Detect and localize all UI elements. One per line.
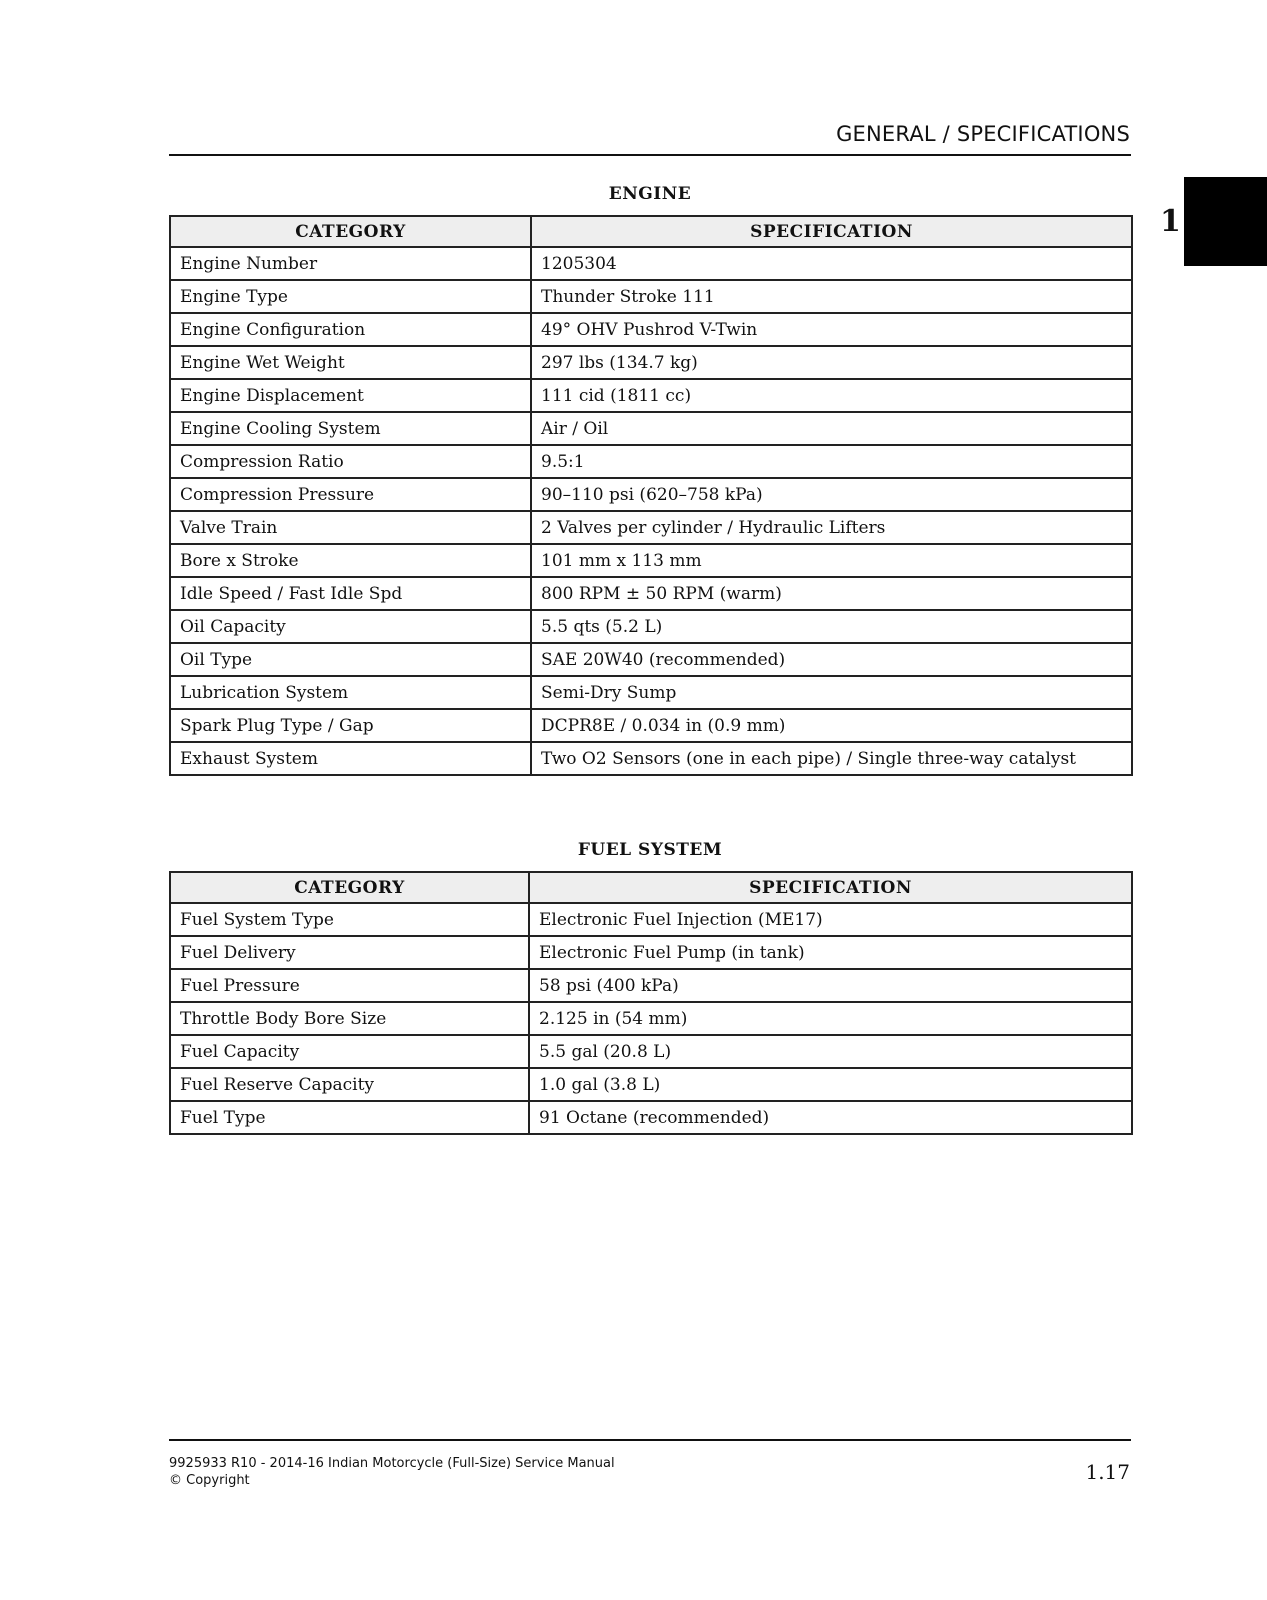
- table-row: [170, 511, 1132, 544]
- table-row: [170, 379, 1132, 412]
- specification-cell: 5.5 gal (20.8 L): [529, 1035, 1132, 1068]
- specification-cell: Thunder Stroke 111: [531, 280, 1132, 313]
- chapter-number: 1: [1160, 204, 1181, 239]
- table-row: [170, 969, 1132, 1002]
- category-cell: Engine Cooling System: [170, 412, 531, 445]
- chapter-tab-marker: [1184, 177, 1267, 266]
- specification-cell: 91 Octane (recommended): [529, 1101, 1132, 1134]
- header-divider: [169, 154, 1131, 156]
- specification-column-header: SPECIFICATION: [529, 872, 1132, 903]
- footer-copyright: © Copyright: [169, 1473, 250, 1488]
- category-cell: Idle Speed / Fast Idle Spd: [170, 577, 531, 610]
- engine-section-title: ENGINE: [608, 184, 692, 204]
- specification-cell: 9.5:1: [531, 445, 1132, 478]
- specification-cell: 800 RPM ± 50 RPM (warm): [531, 577, 1132, 610]
- table-row: [170, 280, 1132, 313]
- table-row: [170, 247, 1132, 280]
- specification-cell: DCPR8E / 0.034 in (0.9 mm): [531, 709, 1132, 742]
- specification-cell: 90–110 psi (620–758 kPa): [531, 478, 1132, 511]
- table-row: [170, 1035, 1132, 1068]
- category-column-header: CATEGORY: [170, 216, 531, 247]
- category-cell: Fuel Delivery: [170, 936, 529, 969]
- category-cell: Spark Plug Type / Gap: [170, 709, 531, 742]
- fuel-spec-table: [169, 871, 1133, 1135]
- engine-spec-table: [169, 215, 1133, 776]
- specification-cell: 2.125 in (54 mm): [529, 1002, 1132, 1035]
- table-row: [170, 709, 1132, 742]
- category-cell: Oil Type: [170, 643, 531, 676]
- category-cell: Fuel Type: [170, 1101, 529, 1134]
- category-cell: Lubrication System: [170, 676, 531, 709]
- table-row: [170, 742, 1132, 775]
- category-cell: Fuel Capacity: [170, 1035, 529, 1068]
- category-cell: Valve Train: [170, 511, 531, 544]
- specification-cell: 1205304: [531, 247, 1132, 280]
- category-cell: Engine Displacement: [170, 379, 531, 412]
- category-cell: Fuel Reserve Capacity: [170, 1068, 529, 1101]
- category-cell: Compression Ratio: [170, 445, 531, 478]
- specification-cell: 101 mm x 113 mm: [531, 544, 1132, 577]
- table-row: [170, 1002, 1132, 1035]
- category-cell: Engine Number: [170, 247, 531, 280]
- table-row: [170, 412, 1132, 445]
- category-cell: Engine Wet Weight: [170, 346, 531, 379]
- category-cell: Compression Pressure: [170, 478, 531, 511]
- specification-cell: Electronic Fuel Injection (ME17): [529, 903, 1132, 936]
- table-row: [170, 445, 1132, 478]
- table-row: [170, 610, 1132, 643]
- category-cell: Fuel Pressure: [170, 969, 529, 1002]
- table-row: [170, 936, 1132, 969]
- table-row: [170, 903, 1132, 936]
- specification-cell: 1.0 gal (3.8 L): [529, 1068, 1132, 1101]
- specification-cell: Electronic Fuel Pump (in tank): [529, 936, 1132, 969]
- specification-cell: 58 psi (400 kPa): [529, 969, 1132, 1002]
- category-cell: Engine Type: [170, 280, 531, 313]
- table-row: [170, 577, 1132, 610]
- table-row: [170, 1068, 1132, 1101]
- footer-divider: [169, 1439, 1131, 1441]
- footer-manual-title: 9925933 R10 - 2014-16 Indian Motorcycle (Full-Size) Service Manual: [169, 1456, 615, 1471]
- specification-cell: 111 cid (1811 cc): [531, 379, 1132, 412]
- page-number: 1.17: [1085, 1460, 1130, 1484]
- specification-cell: Air / Oil: [531, 412, 1132, 445]
- table-row: [170, 643, 1132, 676]
- table-row: [170, 544, 1132, 577]
- category-cell: Oil Capacity: [170, 610, 531, 643]
- table-header-row: [170, 872, 1132, 903]
- specification-cell: 2 Valves per cylinder / Hydraulic Lifters: [531, 511, 1132, 544]
- specification-cell: Two O2 Sensors (one in each pipe) / Single three-way catalyst: [531, 742, 1132, 775]
- table-row: [170, 676, 1132, 709]
- footer-manual-info: [169, 1455, 615, 1489]
- table-header-row: [170, 216, 1132, 247]
- table-row: [170, 346, 1132, 379]
- specification-cell: SAE 20W40 (recommended): [531, 643, 1132, 676]
- category-cell: Fuel System Type: [170, 903, 529, 936]
- specification-cell: Semi-Dry Sump: [531, 676, 1132, 709]
- specification-cell: 5.5 qts (5.2 L): [531, 610, 1132, 643]
- category-cell: Exhaust System: [170, 742, 531, 775]
- table-row: [170, 313, 1132, 346]
- table-row: [170, 478, 1132, 511]
- specification-column-header: SPECIFICATION: [531, 216, 1132, 247]
- fuel-section-title: FUEL SYSTEM: [577, 840, 723, 860]
- category-cell: Bore x Stroke: [170, 544, 531, 577]
- specification-cell: 49° OHV Pushrod V-Twin: [531, 313, 1132, 346]
- category-cell: Engine Configuration: [170, 313, 531, 346]
- category-cell: Throttle Body Bore Size: [170, 1002, 529, 1035]
- page-header-title: GENERAL / SPECIFICATIONS: [836, 122, 1130, 146]
- specification-cell: 297 lbs (134.7 kg): [531, 346, 1132, 379]
- category-column-header: CATEGORY: [170, 872, 529, 903]
- table-row: [170, 1101, 1132, 1134]
